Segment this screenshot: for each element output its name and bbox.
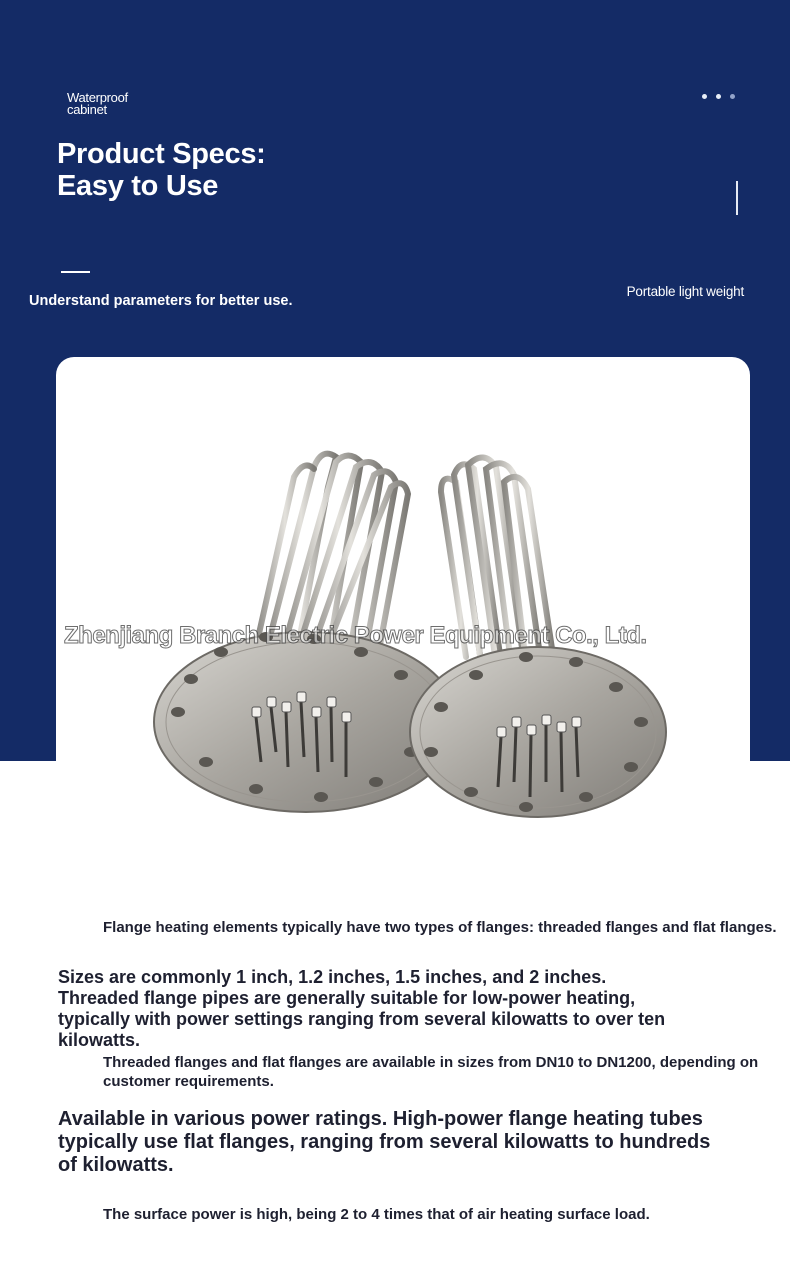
product-photo <box>56 357 750 877</box>
carousel-dot-3[interactable] <box>730 94 735 99</box>
carousel-dot-1[interactable] <box>702 94 707 99</box>
company-watermark: Zhenjiang Branch Electric Power Equipment Co., Ltd. <box>64 622 647 649</box>
spec-paragraph-surface-power: The surface power is high, being 2 to 4 times that of air heating surface load. <box>103 1206 650 1223</box>
vertical-divider <box>736 181 738 215</box>
feature-tag-portable: Portable light weight <box>626 284 744 299</box>
spec-paragraph-power-ratings: Available in various power ratings. High-power flange heating tubes typically use flat flanges, ranging from several kilowatts to hundreds of kilowatts. <box>58 1108 711 1176</box>
right-flange <box>410 647 666 817</box>
spec-paragraph-sizes: Sizes are commonly 1 inch, 1.2 inches, 1.5 inches, and 2 inches. Threaded flange pipes are generally suitable for low-power heating, typically with power settings ranging from several kilowatts to over ten kilowatts. <box>58 967 666 1050</box>
page-title: Product Specs: Easy to Use <box>57 138 266 202</box>
title-underline <box>61 271 90 273</box>
feature-tag-waterproof: Waterproof cabinet <box>67 90 128 117</box>
carousel-dots <box>702 94 735 99</box>
spec-paragraph-dn-range: Threaded flanges and flat flanges are available in sizes from DN10 to DN1200, depending on customer requirements. <box>103 1054 759 1090</box>
page-subtitle: Understand parameters for better use. <box>29 293 293 309</box>
spec-paragraph-flange-types: Flange heating elements typically have two types of flanges: threaded flanges and flat flanges. <box>103 919 777 936</box>
carousel-dot-2[interactable] <box>716 94 721 99</box>
